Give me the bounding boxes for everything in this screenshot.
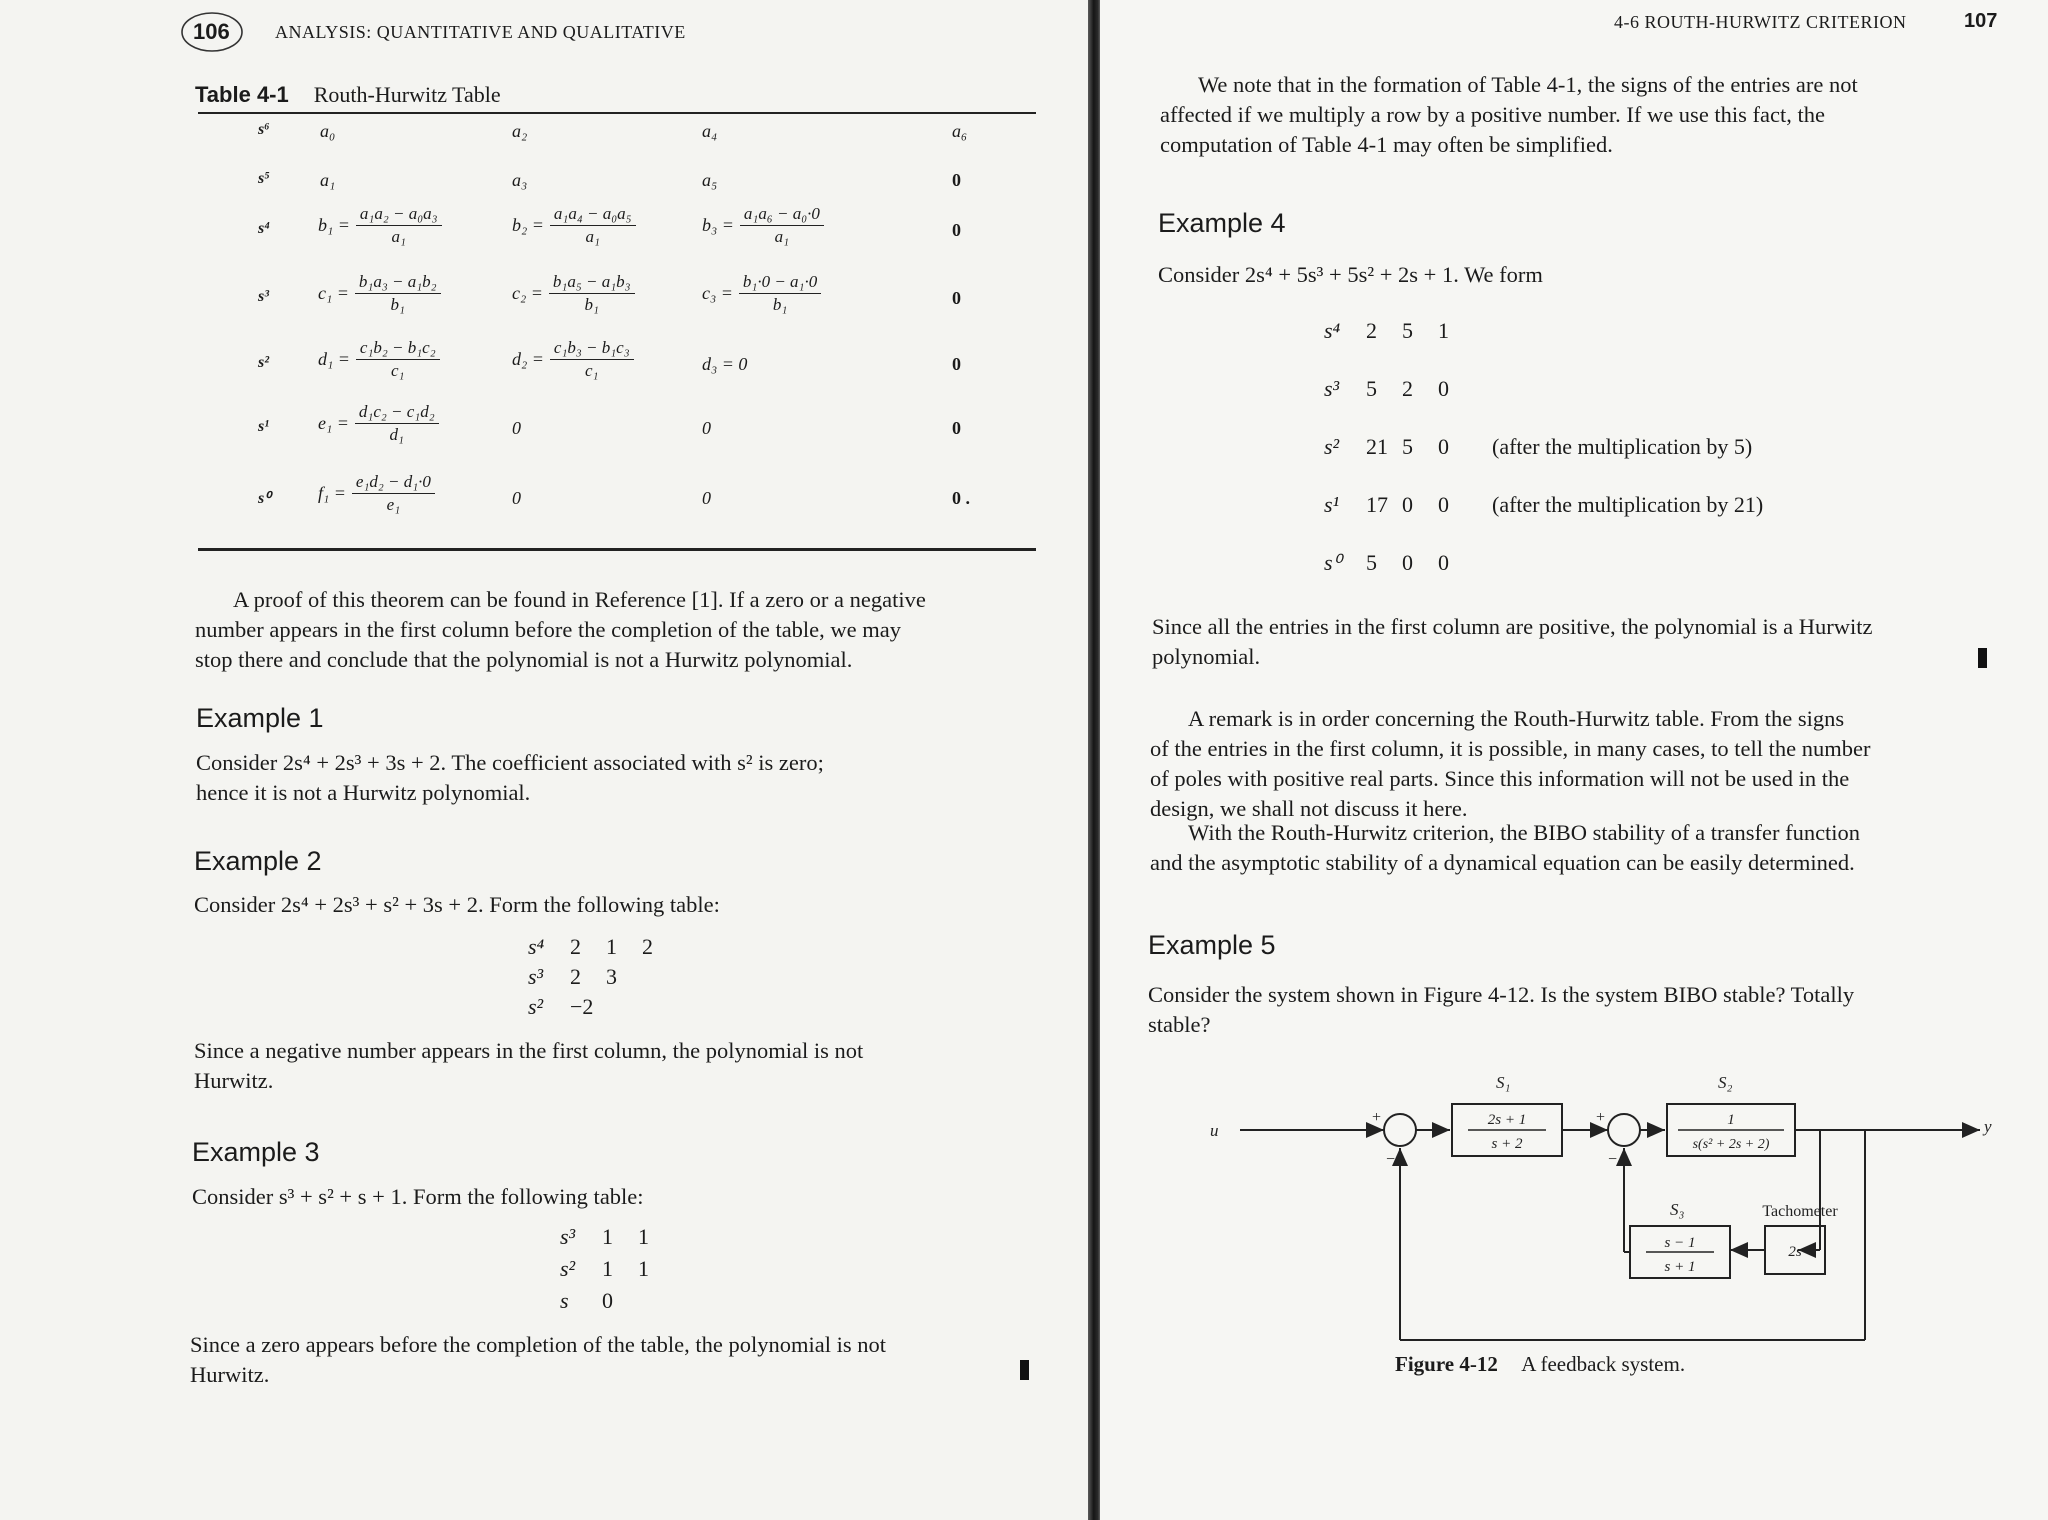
example-3-heading: Example 3 [192,1137,320,1167]
fraction [739,272,821,315]
table-cell: a₃ [512,170,528,190]
cell-lhs: c₂ = [512,283,543,303]
s3-denominator: s + 1 [1664,1259,1696,1275]
fraction-denominator: a₁ [774,227,790,246]
sum1-minus: − [1386,1151,1396,1168]
intro-paragraph [1160,70,1858,160]
feedback-block-diagram [1200,1060,2000,1380]
row-power-label: s⁵ [258,170,270,187]
right-running-head: 4-6 ROUTH-HURWITZ CRITERION [1614,12,1907,32]
table-value: 0 [1402,492,1413,517]
fraction [352,472,435,515]
intro-line: affected if we multiply a row by a positive number. If we use this fact, the [1160,102,1826,127]
example-5-line: stable? [1148,1012,1211,1037]
cell-lhs: b₂ = [512,215,544,235]
example-2-intro: Consider 2s⁴ + 2s³ + s² + 3s + 2. Form the following table: [194,892,720,917]
table-cell: d₃ = 0 [702,354,748,374]
example-1-line: hence it is not a Hurwitz polynomial. [196,780,531,805]
table-cell: 0 [952,170,961,190]
intro-line: We note that in the formation of Table 4-1, the signs of the entries are not [1198,72,1858,97]
row-power-label: s⁴ [258,220,270,237]
table-top-rule [198,112,1036,114]
bibo-line: With the Routh-Hurwitz criterion, the BIBO stability of a transfer function [1188,820,1861,845]
fraction [356,204,442,247]
table-cell [512,338,634,381]
figure-caption [1395,1352,1685,1377]
table-value: 0 [1438,434,1449,459]
cell-lhs: d₁ = [318,349,350,369]
figure-caption-text: A feedback system. [1521,1352,1686,1376]
example-2-line: Since a negative number appears in the first column, the polynomial is not [194,1038,864,1063]
example-1-heading: Example 1 [196,703,324,733]
row-power-label: s⁴ [528,934,545,959]
fraction-numerator: a₁a₆ − a₀·0 [740,204,824,226]
table-cell: 0 . [952,488,970,508]
fraction-numerator: c₁b₃ − b₁c₃ [550,338,634,360]
sum2-minus: − [1608,1151,1618,1168]
table-value: 1 [1438,318,1449,343]
s2-numerator: 1 [1727,1112,1735,1128]
row-note: (after the multiplication by 21) [1492,492,1764,517]
tachometer-gain: 2s [1788,1244,1802,1260]
fraction [549,272,635,315]
proof-line: A proof of this theorem can be found in Reference [1]. If a zero or a negative [233,587,926,612]
remark-line: of poles with positive real parts. Since this information will not be used in the [1150,766,1850,791]
table-value: 5 [1402,318,1413,343]
row-power-label: s² [258,354,270,371]
table-value: 5 [1402,434,1413,459]
row-power-label: s⁰ [1324,550,1342,575]
fraction [550,338,634,381]
row-power-label: s³ [528,964,544,989]
fraction-numerator: c₁b₂ − b₁c₂ [356,338,440,360]
example-2-line: Hurwitz. [194,1068,274,1093]
table-value: 1 [602,1256,613,1281]
table-value: 2 [1402,376,1413,401]
proof-paragraph [195,585,1045,675]
row-power-label: s² [1324,434,1340,459]
table-value: 2 [642,934,653,959]
table-value: 0 [1438,550,1449,575]
table-cell [512,204,636,247]
table-cell: 0 [512,418,521,438]
table-cell: a₂ [512,121,528,141]
remark-line: of the entries in the first column, it is possible, in many cases, to tell the number [1150,736,1871,761]
example-4-line: Since all the entries in the first column are positive, the polynomial is a Hurwitz [1152,614,1873,639]
figure-number: Figure 4-12 [1395,1352,1498,1376]
bibo-line: and the asymptotic stability of a dynamical equation can be easily determined. [1150,850,1855,875]
example-3-intro: Consider s³ + s² + s + 1. Form the following table: [192,1184,644,1209]
example-3-conclusion [190,1330,886,1390]
row-note: (after the multiplication by 5) [1492,434,1753,459]
remark-paragraph [1150,704,1870,824]
fraction-numerator: a₁a₂ − a₀a₃ [356,204,442,226]
s1-label: S₁ [1496,1073,1511,1092]
table-cell: a₅ [702,170,718,190]
example-5-text [1148,980,1854,1040]
cell-lhs: e₁ = [318,413,349,433]
row-power-label: s⁴ [1324,318,1341,343]
s2-label: S₂ [1718,1073,1733,1092]
fraction-denominator: b₁ [390,295,405,314]
remark-line: design, we shall not discuss it here. [1150,796,1468,821]
table-cell [702,272,821,315]
row-power-label: s³ [258,288,270,305]
end-of-example-mark [1978,648,1987,668]
s3-numerator: s − 1 [1664,1235,1696,1251]
example-4-intro: Consider 2s⁴ + 5s³ + 5s² + 2s + 1. We form [1158,262,1543,287]
example-5-heading: Example 5 [1148,930,1276,960]
table-cell [318,204,442,247]
remark-line: A remark is in order concerning the Routh-Hurwitz table. From the signs [1188,706,1845,731]
table-cell [318,338,440,381]
row-power-label: s¹ [1324,492,1340,517]
row-power-label: s³ [1324,376,1340,401]
intro-line: computation of Table 4-1 may often be simplified. [1160,132,1613,157]
fraction [356,338,440,381]
summing-junction-1 [1384,1114,1416,1146]
fraction-numerator: e₁d₂ − d₁·0 [352,472,435,494]
table-value: 2 [1366,318,1377,343]
table-caption [195,82,501,108]
fraction [355,272,441,315]
table-cell: 0 [952,354,961,374]
s1-numerator: 2s + 1 [1487,1112,1527,1128]
table-cell: a₆ [952,121,968,141]
table-value: 1 [638,1224,649,1249]
fraction-numerator: b₁a₃ − a₁b₂ [355,272,441,294]
table-cell: a₁ [320,170,336,190]
fraction-denominator: c₁ [391,361,405,380]
right-page-number: 107 [1964,10,1998,32]
proof-line: number appears in the first column before the completion of the table, we may [195,617,902,642]
s3-label: S₃ [1670,1200,1685,1219]
table-value: 0 [602,1288,613,1313]
left-page-number: 106 [193,19,230,44]
example-4-line: polynomial. [1152,644,1261,669]
table-cell: 0 [702,488,711,508]
table-cell [318,272,441,315]
table-value: 5 [1366,376,1377,401]
example-4-conclusion [1152,612,1872,672]
table-value: 1 [602,1224,613,1249]
row-power-label: s² [560,1256,576,1281]
example-3-line: Hurwitz. [190,1362,270,1387]
sum1-plus: + [1372,1109,1382,1126]
fraction-numerator: b₁a₅ − a₁b₃ [549,272,635,294]
table-value: 0 [1438,492,1449,517]
row-power-label: s⁰ [258,490,271,507]
row-power-label: s² [528,994,544,1019]
example-5-line: Consider the system shown in Figure 4-12. Is the system BIBO stable? Totally [1148,982,1855,1007]
table-cell: a₄ [702,121,718,141]
example-4-heading: Example 4 [1158,208,1286,238]
proof-line: stop there and conclude that the polynomial is not a Hurwitz polynomial. [195,647,853,672]
fraction-denominator: c₁ [585,361,599,380]
fraction-denominator: b₁ [772,295,788,314]
table-cell: 0 [952,220,961,240]
summing-junction-2 [1608,1114,1640,1146]
table-cell [318,472,435,515]
table-value: 1 [638,1256,649,1281]
example-3-line: Since a zero appears before the completion of the table, the polynomial is not [190,1332,887,1357]
table-value: 0 [1402,550,1413,575]
fraction-denominator: a₁ [391,227,406,246]
fraction [740,204,824,247]
cell-lhs: c₃ = [702,283,733,303]
right-page [1100,0,2048,1520]
table-cell [702,204,824,247]
cell-lhs: f₁ = [318,483,346,503]
table-value: −2 [570,994,594,1019]
table-value: 21 [1366,434,1388,459]
fraction-numerator: d₁c₂ − c₁d₂ [355,402,439,424]
fraction-denominator: a₁ [585,227,600,246]
sum2-plus: + [1596,1109,1606,1126]
fraction [550,204,636,247]
table-cell: 0 [702,418,711,438]
example-1-line: Consider 2s⁴ + 2s³ + 3s + 2. The coefficient associated with s² is zero; [196,750,824,775]
row-power-label: s¹ [258,418,270,435]
table-cell: 0 [952,418,961,438]
s1-denominator: s + 2 [1491,1136,1523,1152]
table-number: Table 4-1 [195,82,289,107]
example-2-heading: Example 2 [194,846,322,876]
row-power-label: s³ [560,1224,576,1249]
table-cell: a₀ [320,121,336,141]
example-1-text [196,748,824,808]
left-running-head: ANALYSIS: QUANTITATIVE AND QUALITATIVE [275,22,686,42]
table-title: Routh-Hurwitz Table [313,82,501,107]
cell-lhs: b₁ = [318,215,350,235]
bibo-paragraph [1150,818,1860,878]
cell-lhs: d₂ = [512,349,544,369]
fraction-numerator: a₁a₄ − a₀a₅ [550,204,636,226]
input-label: u [1210,1121,1219,1140]
table-cell: 0 [952,288,961,308]
row-power-label: s⁶ [258,121,270,138]
example-2-conclusion [194,1036,863,1096]
table-value: 0 [1438,376,1449,401]
fraction-numerator: b₁·0 − a₁·0 [739,272,821,294]
table-cell: 0 [512,488,521,508]
table-value: 5 [1366,550,1377,575]
fraction [355,402,439,445]
cell-lhs: b₃ = [702,215,734,235]
table-value: 1 [606,934,617,959]
cell-lhs: c₁ = [318,283,349,303]
table-value: 2 [570,934,581,959]
fraction-denominator: b₁ [584,295,599,314]
s2-denominator: s(s² + 2s + 2) [1692,1137,1770,1152]
output-label: y [1984,1117,1992,1136]
table-bottom-rule [198,548,1036,551]
fraction-denominator: d₁ [389,425,404,444]
table-value: 17 [1366,492,1388,517]
table-cell [318,402,439,445]
tachometer-label: Tachometer [1762,1203,1838,1220]
row-power-label: s [560,1288,569,1313]
end-of-example-mark [1020,1360,1029,1380]
table-value: 3 [606,964,617,989]
table-value: 2 [570,964,581,989]
table-cell [512,272,635,315]
fraction-denominator: e₁ [386,495,401,514]
